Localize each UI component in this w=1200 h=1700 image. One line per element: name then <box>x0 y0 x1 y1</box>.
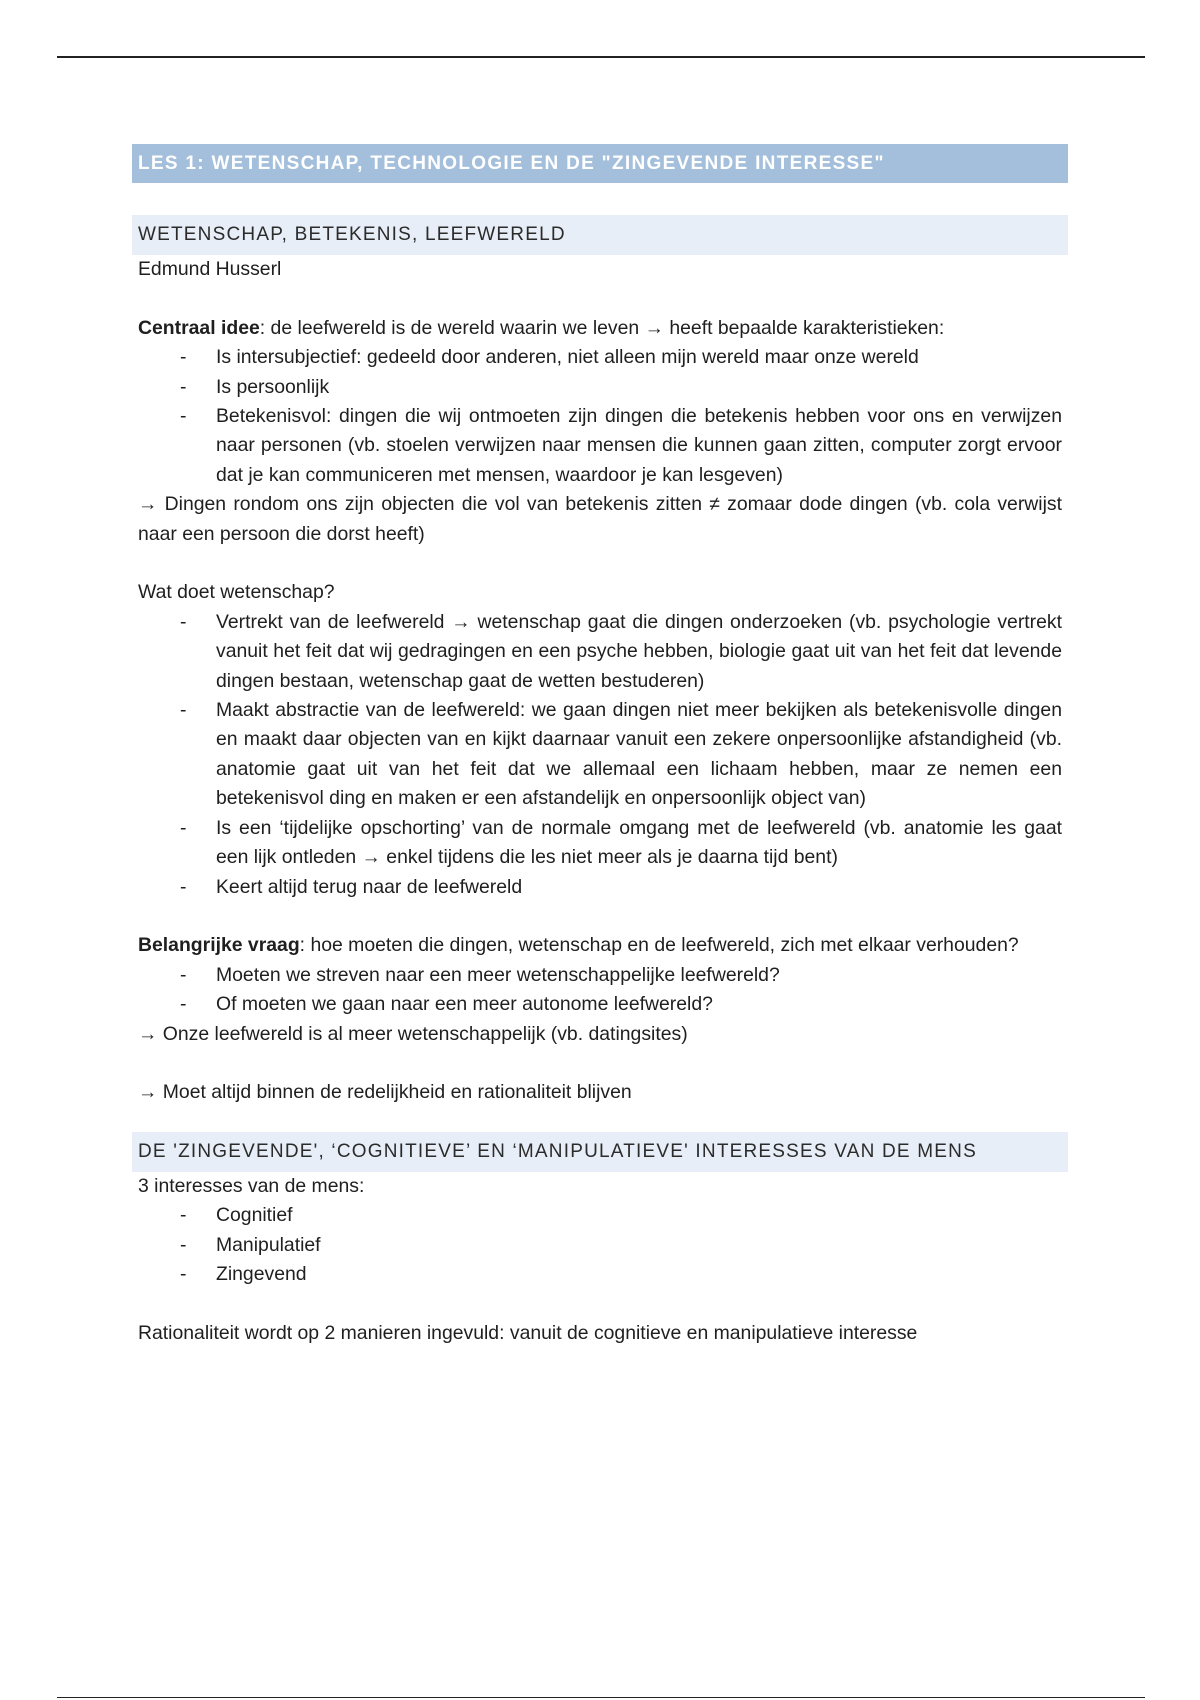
list-item: - Of moeten we gaan naar een meer autonome leefwereld? <box>180 993 713 1016</box>
science-list <box>138 608 1062 902</box>
list-item: - Keert altijd terug naar de leefwereld <box>180 875 523 898</box>
central-idea-text: : de leefwereld is de wereld waarin we leven → heeft bepaalde karakteristieken: <box>259 316 945 339</box>
lesson-heading: LES 1: WETENSCHAP, TECHNOLOGIE EN DE "ZINGEVENDE INTERESSE" <box>132 144 1068 183</box>
important-question-paragraph <box>138 931 1062 960</box>
list-item: - Zingevend <box>180 1262 307 1285</box>
list-item: - Cognitief <box>180 1204 293 1227</box>
list-item: - Is een ‘tijdelijke opschorting’ van de normale omgang met de leefwereld (vb. anatomie les gaat een lijk ontleden → enkel tijdens die les niet meer als je daarna tijd bent) <box>180 816 1062 869</box>
important-question-label: Belangrijke vraag <box>138 934 300 957</box>
header-rule <box>57 56 1145 58</box>
rationality-note: → Moet altijd binnen de redelijkheid en rationaliteit blijven <box>138 1081 632 1104</box>
interests-list <box>138 1201 1062 1289</box>
section-heading-interests: DE 'ZINGEVENDE', ‘COGNITIEVE’ EN ‘MANIPULATIEVE' INTERESSES VAN DE MENS <box>132 1132 1068 1172</box>
characteristics-list <box>138 343 1062 490</box>
list-item: - Vertrekt van de leefwereld → wetenschap gaat die dingen onderzoeken (vb. psychologie vertrekt vanuit het feit dat wij gedragingen en een psyche hebben, biologie gaat uit van het feit dat levende dingen bestaan, wetenschap gaat de wetten bestuderen) <box>180 610 1062 692</box>
central-idea-label: Centraal idee <box>138 316 260 339</box>
science-question: Wat doet wetenschap? <box>138 581 335 604</box>
central-idea-paragraph <box>138 314 1062 343</box>
section-heading-science: WETENSCHAP, BETEKENIS, LEEFWERELD <box>132 215 1068 255</box>
list-item: - Betekenisvol: dingen die wij ontmoeten zijn dingen die betekenis hebben voor ons en verwijzen naar personen (vb. stoelen verwijzen naar mensen die kunnen gaan zitten, computer zorgt ervoor dat je kan communiceren met mensen, waardoor je kan lesgeven) <box>180 405 1062 486</box>
author-line: Edmund Husserl <box>138 258 282 280</box>
rationality-paragraph: Rationaliteit wordt op 2 manieren ingevuld: vanuit de cognitieve en manipulatieve interesse <box>138 1321 918 1344</box>
list-item: - Is persoonlijk <box>180 375 330 398</box>
list-item: - Maakt abstractie van de leefwereld: we gaan dingen niet meer bekijken als betekenisvolle dingen en maakt daar objecten van en kijkt daarnaar vanuit een zekere onpersoonlijke afstandigheid (vb. anatomie gaat uit van het feit dat we allemaal een lichaam hebben, maar ze nemen een betekenisvol ding en maken er een afstandelijk en onpersoonlijk object van) <box>180 699 1062 810</box>
footer-rule <box>57 1697 1145 1698</box>
document-page <box>138 144 1062 1348</box>
interests-intro: 3 interesses van de mens: <box>138 1174 365 1197</box>
list-item: - Manipulatief <box>180 1233 321 1256</box>
objects-note: → Dingen rondom ons zijn objecten die vol van betekenis zitten ≠ zomaar dode dingen (vb. cola verwijst naar een persoon die dorst heeft) <box>138 493 1062 545</box>
important-question-text: : hoe moeten die dingen, wetenschap en de leefwereld, zich met elkaar verhouden? <box>299 934 1019 957</box>
scientific-lifeworld-note: → Onze leefwereld is al meer wetenschappelijk (vb. datingsites) <box>138 1022 688 1045</box>
list-item: - Is intersubjectief: gedeeld door anderen, niet alleen mijn wereld maar onze wereld <box>180 346 919 369</box>
important-options-list <box>138 961 1062 1020</box>
list-item: - Moeten we streven naar een meer wetenschappelijke leefwereld? <box>180 963 780 986</box>
